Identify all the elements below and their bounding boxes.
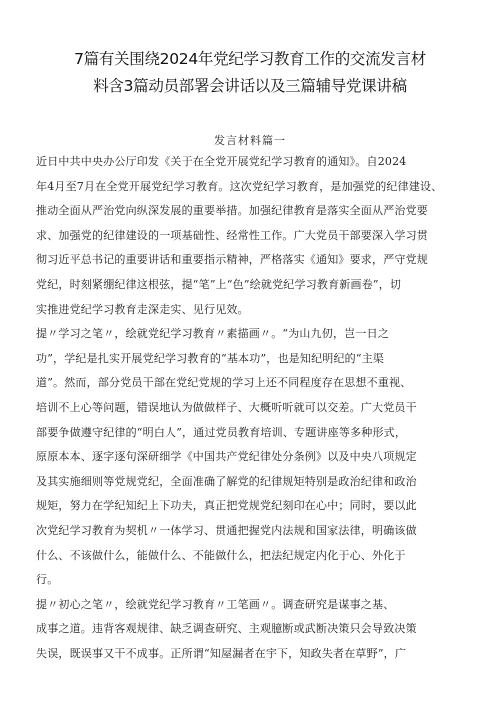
body-line: 次党纪学习教育为契机〃一体学习、贯通把握党内法规和国家法律，明确该做 bbox=[36, 524, 417, 537]
body-line: 党纪，时刻紧绷纪律这根弦，提“笔”上“色”绘就党纪学习教育新画卷”，切 bbox=[36, 278, 402, 291]
body-line: 道”。然而，部分党员干部在党纪党规的学习上还不同程度存在思想不重视、 bbox=[36, 376, 412, 390]
body-line: 年4月至7月在全党开展党纪学习教育。这次党纪学习教育，是加强党的纪律建设、 bbox=[36, 179, 443, 193]
body-line: 实推进党纪学习教育走深走实、见行见效。 bbox=[36, 302, 249, 316]
body-line: 彻习近平总书记的重要讲话和重要指示精神，严格落实《通知》要求，严守党规 bbox=[36, 253, 428, 267]
body-line: 失误，既误事又干不成事。正所谓“知屋漏者在宇下，知政失者在草野”，广 bbox=[36, 647, 407, 660]
document-title-line-1: 7篇有关围绕2024年党纪学习教育工作的交流发言材 bbox=[74, 50, 426, 68]
body-line: 培训不上心等问题，错误地认为做做样子、大概听听就可以交差。广大党员干 bbox=[36, 401, 417, 414]
body-line: 行。 bbox=[36, 573, 59, 587]
body-line: 近日中共中央办公厅印发《关于在全党开展党纪学习教育的通知》。自2024 bbox=[36, 155, 407, 168]
section-heading: 发言材料篇一 bbox=[214, 134, 286, 147]
body-line: 功”，学纪是扎实开展党纪学习教育的“基本功”，也是知纪明纪的“主渠 bbox=[36, 351, 385, 365]
body-line: 成事之道。违背客观规律、缺乏调查研究、主观臆断或武断决策只会导致决策 bbox=[36, 622, 417, 636]
body-line: 规矩，努力在学纪知纪上下功夫，真正把党规党纪刻印在心中；同时，要以此 bbox=[36, 499, 417, 513]
body-line: 提〃学习之笔〃，绘就党纪学习教育〃素描画〃。“为山九仞，岂一日之 bbox=[36, 327, 390, 341]
body-line: 推动全面从严治党向纵深发展的重要举措。加强纪律教育是落实全面从严治党要 bbox=[36, 204, 428, 218]
document-title-line-2: 料含3篇动员部署会讲话以及三篇辅导党课讲稿 bbox=[93, 77, 407, 95]
body-line: 及其实施细则等党规党纪，全面准确了解党的纪律规矩特别是政治纪律和政治 bbox=[36, 474, 417, 488]
body-line: 求、加强党的纪律建设的一项基础性、经常性工作。广大党员干部要深入学习贯 bbox=[36, 228, 428, 242]
body-line: 提〃初心之笔〃，绘就党纪学习教育〃工笔画〃。调查研究是谋事之基、 bbox=[36, 597, 395, 611]
body-line: 什么、不该做什么，能做什么、不能做什么，把法纪规定内化于心、外化于 bbox=[36, 548, 406, 562]
body-line: 原原本本、逐字逐句深研细学《中国共产党纪律处分条例》以及中央八项规定 bbox=[36, 450, 417, 464]
body-line: 部要争做遵守纪律的“明白人”，通过党员教育培训、专题讲座等多种形式， bbox=[36, 425, 407, 439]
